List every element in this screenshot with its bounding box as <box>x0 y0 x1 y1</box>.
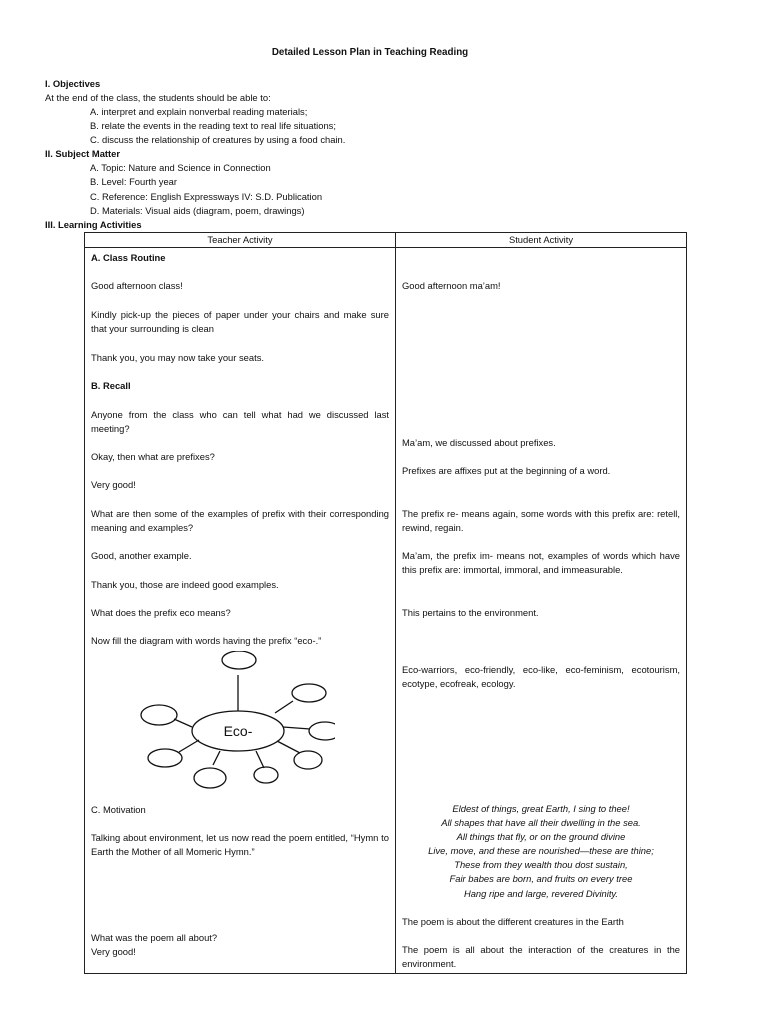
teacher-poem-intro: Talking about environment, let us now read the poem entitled, “Hymn to Earth the Mother of all Momeric Hymn.” <box>91 831 389 857</box>
student-activity-cell <box>396 247 687 973</box>
student-column-header: Student Activity <box>396 232 687 247</box>
student-greeting: Good afternoon ma’am! <box>402 279 501 291</box>
teacher-another-example: Good, another example. <box>91 549 192 561</box>
diagram-bottom-bubble <box>194 768 226 788</box>
teacher-greeting: Good afternoon class! <box>91 279 183 291</box>
subject-matter-item: B. Level: Fourth year <box>90 176 178 188</box>
teacher-very-good-final: Very good! <box>91 945 136 957</box>
class-routine-heading: A. Class Routine <box>91 251 166 263</box>
student-prefixes-answer: Prefixes are affixes put at the beginning of a word. <box>402 464 611 476</box>
teacher-thanks: Thank you, those are indeed good examples. <box>91 578 279 590</box>
lesson-plan-document <box>45 46 695 974</box>
teacher-column-header: Teacher Activity <box>85 232 396 247</box>
student-poem-answer-1: The poem is about the different creatures in the Earth <box>402 915 624 927</box>
student-eco-answer: This pertains to the environment. <box>402 606 539 618</box>
teacher-activity-cell <box>85 247 396 973</box>
poem-stanza <box>402 802 680 901</box>
subject-matter-item: A. Topic: Nature and Science in Connection <box>90 162 271 174</box>
teacher-eco-question: What does the prefix eco means? <box>91 606 231 618</box>
document-title: Detailed Lesson Plan in Teaching Reading <box>271 47 469 58</box>
poem-line: Hang ripe and large, revered Divinity. <box>463 887 619 899</box>
diagram-top-bubble <box>222 651 256 669</box>
poem-line: Fair babes are born, and fruits on every tree <box>449 873 633 885</box>
poem-line: These from they wealth thou dost sustain, <box>454 859 628 871</box>
objective-item: B. relate the events in the reading text to real life situations; <box>90 120 336 132</box>
teacher-fill-diagram: Now fill the diagram with words having the prefix “eco-.” <box>91 634 322 646</box>
eco-prefix-diagram <box>135 651 335 791</box>
diagram-bottom-right-bubble <box>254 767 278 783</box>
poem-line: All things that fly, or on the ground divine <box>456 831 626 843</box>
poem-line: Eldest of things, great Earth, I sing to thee! <box>452 802 630 814</box>
student-im-prefix-answer: Ma’am, the prefix im- means not, examples of words which have this prefix are: immortal, immoral, and immeasurable. <box>402 549 680 575</box>
teacher-poem-question: What was the poem all about? <box>91 931 218 943</box>
objectives-heading: I. Objectives <box>45 77 101 89</box>
diagram-center-label: Eco- <box>223 722 253 739</box>
subject-matter-item: C. Reference: English Expressways IV: S.D. Publication <box>90 190 323 202</box>
diagram-lower-left-bubble <box>148 749 182 767</box>
teacher-seats: Thank you, you may now take your seats. <box>91 351 265 363</box>
subject-matter-item: D. Materials: Visual aids (diagram, poem, drawings) <box>90 204 305 216</box>
diagram-lower-right-bubble <box>294 751 322 769</box>
learning-activities-heading: III. Learning Activities <box>45 218 142 230</box>
teacher-examples-question: What are then some of the examples of prefix with their corresponding meaning and examples? <box>91 507 389 533</box>
recall-heading: B. Recall <box>91 379 131 391</box>
diagram-right-bubble <box>309 722 335 740</box>
motivation-heading: C. Motivation <box>91 803 146 815</box>
student-discussed-answer: Ma’am, we discussed about prefixes. <box>402 436 556 448</box>
objectives-intro: At the end of the class, the students should be able to: <box>45 91 271 103</box>
subject-matter-heading: II. Subject Matter <box>45 148 121 160</box>
teacher-prefixes-question: Okay, then what are prefixes? <box>91 450 215 462</box>
poem-line: All shapes that have all their dwelling in the sea. <box>441 817 641 828</box>
student-poem-answer-2: The poem is all about the interaction of the creatures in the environment. <box>402 943 680 969</box>
student-re-prefix-answer: The prefix re- means again, some words with this prefix are: retell, rewind, regain. <box>402 507 680 533</box>
diagram-upper-right-bubble <box>292 684 326 702</box>
teacher-pickup-instruction: Kindly pick-up the pieces of paper under your chairs and make sure that your surrounding is clean <box>91 308 389 334</box>
teacher-recall-question: Anyone from the class who can tell what had we discussed last meeting? <box>91 408 389 434</box>
diagram-left-bubble <box>141 705 177 725</box>
teacher-very-good: Very good! <box>91 478 136 490</box>
poem-line: Live, move, and these are nourished—these are thine; <box>428 845 654 857</box>
objective-item: C. discuss the relationship of creatures by using a food chain. <box>90 134 346 146</box>
activities-table <box>84 232 687 974</box>
objective-item: A. interpret and explain nonverbal reading materials; <box>90 105 308 117</box>
student-eco-words: Eco-warriors, eco-friendly, eco-like, eco-feminism, ecotourism, ecotype, ecofreak, ecology. <box>402 663 680 689</box>
